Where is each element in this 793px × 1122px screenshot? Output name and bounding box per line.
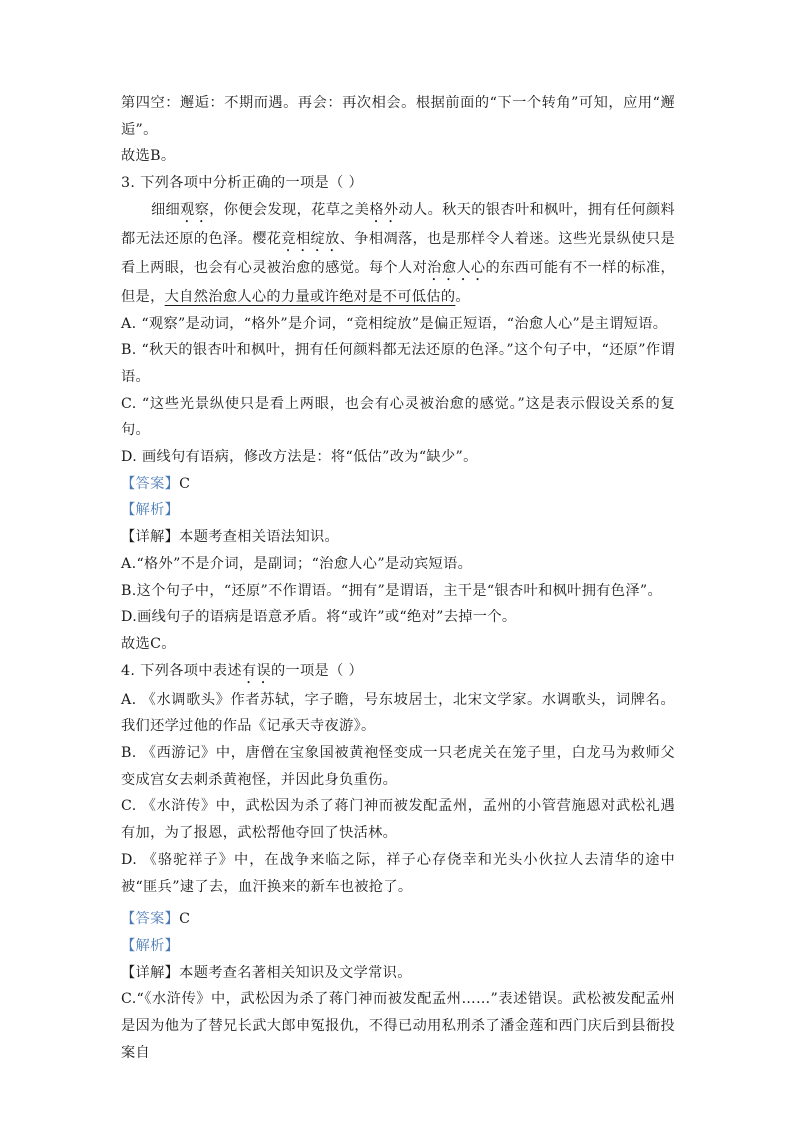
passage-text: 细细 xyxy=(151,201,181,218)
passage-text: 。 xyxy=(455,288,470,305)
answer-label: 【答案】 xyxy=(121,911,180,928)
document-page xyxy=(121,90,675,1067)
stem-text: 4. 下列各项中表述 xyxy=(121,662,242,679)
analysis-label: 【解析】 xyxy=(121,937,180,954)
question-4-answer xyxy=(121,906,675,933)
question-3-option-a: A. “观察”是动词，“格外”是介词，“竞相绽放”是偏正短语，“治愈人心”是主谓短语。 xyxy=(121,315,668,332)
question-3-option-d: D. 画线句有语病，修改方法是：将“低估”改为“缺少”。 xyxy=(121,449,478,466)
emphasized-word: 竞相绽放 xyxy=(281,230,340,247)
previous-conclusion: 故选B。 xyxy=(121,148,176,165)
question-3-explanation-b: B.这个句子中，“还原”不作谓语。“拥有”是谓语，主干是“银杏叶和枫叶拥有色泽”。 xyxy=(121,582,662,599)
question-4-analysis xyxy=(121,933,675,960)
question-3-option-c: C. “这些光景纵使只是看上两眼，也会有心灵被治愈的感觉。”这是表示假设关系的复句。 xyxy=(121,395,675,439)
detail-text: 本题考查名著相关知识及文学常识。 xyxy=(179,964,412,981)
passage-text: 的东西可能有不一样的标准，但是， xyxy=(121,259,675,305)
question-3-option-b: B. “秋天的银杏叶和枫叶，拥有任何颜料都无法还原的色泽。”这个句子中，“还原”作谓语。 xyxy=(121,342,675,385)
question-3-answer xyxy=(121,471,675,498)
emphasized-word: 有误 xyxy=(241,662,271,679)
detail-label: 【详解】 xyxy=(121,529,180,546)
passage-text: 、争相凋落，也是那样令人着迷。这些光景纵使只是看上两眼，也会有心灵被治愈的感觉。每个人对 xyxy=(121,230,675,276)
question-4-option-c: C. 《水浒传》中，武松因为杀了蒋门神而被发配孟州，孟州的小管营施恩对武松礼遇有加，为了报恩，武松帮他夺回了快活林。 xyxy=(121,798,675,842)
question-3-stem: 3. 下列各项中分析正确的一项是（ ） xyxy=(121,175,364,192)
question-4-option-b: B. 《西游记》中，唐僧在宝象国被黄袍怪变成一只老虎关在笼子里，白龙马为救师父变成宫女去刺杀黄袍怪，并因此身负重伤。 xyxy=(121,745,675,788)
question-3-conclusion: 故选C。 xyxy=(121,635,176,652)
question-3-explanation-d: D.画线句子的语病是语意矛盾。将“或许”或“绝对”去掉一个。 xyxy=(121,609,517,626)
question-4-option-d: D. 《骆驼祥子》中，在战争来临之际，祥子心存侥幸和光头小伙拉人去清华的途中被“匪兵”逮了去，血汗换来的新车也被抢了。 xyxy=(121,851,675,895)
stem-text: 的一项是（ ） xyxy=(270,662,364,679)
emphasized-word: 治愈人心 xyxy=(427,259,486,276)
previous-explanation-line: 第四空：邂逅：不期而遇。再会：再次相会。根据前面的“下一个转角”可知，应用“邂逅”。 xyxy=(121,95,675,138)
question-4-stem xyxy=(121,658,675,687)
answer-label: 【答案】 xyxy=(121,475,180,492)
emphasized-word: 观察 xyxy=(180,201,210,218)
question-4-option-a: A. 《水调歌头》作者苏轼，字子瞻，号东坡居士，北宋文学家。水调歌头，词牌名。我们还学过他的作品《记承天寺夜游》。 xyxy=(121,691,675,735)
question-4-detail xyxy=(121,960,675,987)
question-3-explanation-a: A.“格外”不是介词，是副词；“治愈人心”是动宾短语。 xyxy=(121,555,473,572)
answer-value: C xyxy=(179,911,191,928)
passage-text: ，你便会发现，花草之美 xyxy=(209,201,370,218)
emphasized-word: 格外 xyxy=(369,201,399,218)
question-3-analysis xyxy=(121,497,675,524)
underlined-sentence: 大自然治愈人心的力量或许绝对是不可低估的 xyxy=(164,288,456,305)
passage-text: 动人。秋天的银杏叶和枫叶，拥有任何颜料都无法还原的色泽。樱花 xyxy=(121,201,676,247)
question-3-passage xyxy=(121,197,675,311)
analysis-label: 【解析】 xyxy=(121,502,180,519)
detail-text: 本题考查相关语法知识。 xyxy=(179,529,340,546)
question-3-detail xyxy=(121,524,675,551)
detail-label: 【详解】 xyxy=(121,964,180,981)
question-4-explanation-c: C.“《水浒传》中，武松因为杀了蒋门神而被发配孟州……”表述错误。武松被发配孟州是因为他为了替兄长武大郎申冤报仇，不得已动用私刑杀了潘金莲和西门庆后到县衙投案自 xyxy=(121,991,675,1061)
answer-value: C xyxy=(179,475,191,492)
